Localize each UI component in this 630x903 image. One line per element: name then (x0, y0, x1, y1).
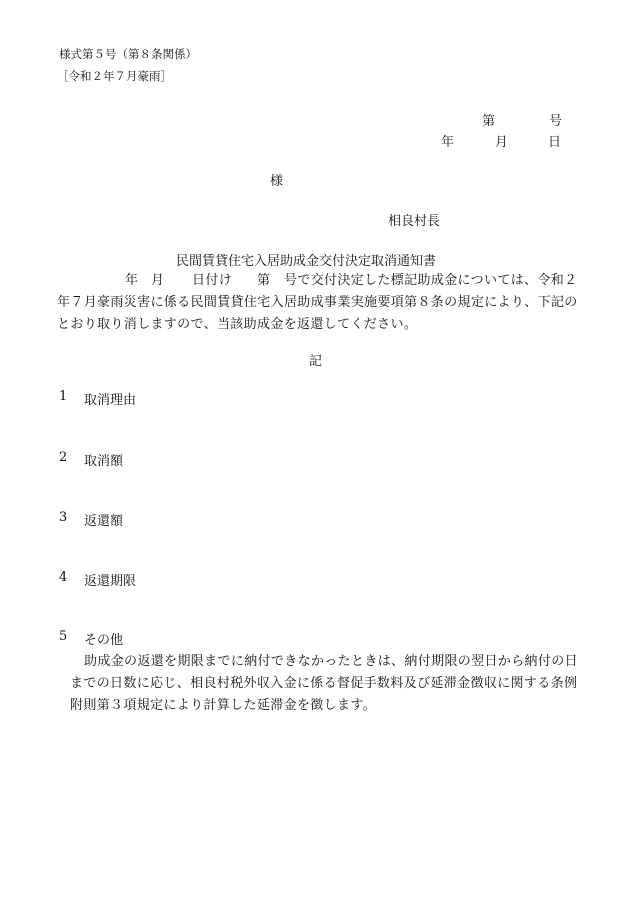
date-year: 年 (441, 135, 455, 150)
item-3-label: 返還額 (84, 514, 124, 529)
item-5-number: 5 (59, 629, 68, 644)
date-month: 月 (495, 135, 509, 150)
form-number: 様式第５号（第８条関係） (59, 47, 197, 61)
intro-no: 第 (257, 273, 271, 288)
intro-dated: 日付け (192, 273, 233, 288)
item-2-label: 取消額 (84, 454, 124, 469)
document-title: 民間賃貸住宅入居助成金交付決定取消通知書 (176, 254, 437, 269)
item-1-number: 1 (59, 389, 68, 404)
disaster-note: ［令和２年７月豪雨］ (57, 69, 172, 83)
intro-line1-rest: 号で交付決定した標記助成金については、令和２ (284, 273, 578, 288)
other-text-line1: 助成金の返還を期限までに納付できなかったときは、納付期限の翌日から納付の日 (84, 654, 578, 669)
item-5-label: その他 (84, 633, 124, 648)
intro-month: 月 (151, 273, 165, 288)
intro-line2: 年７月豪雨災害に係る民間賃貸住宅入居助成事業実施要項第８条の規定により、下記の (57, 295, 578, 310)
item-1-label: 取消理由 (84, 393, 137, 408)
doc-number-suffix: 号 (549, 114, 563, 129)
item-2-number: 2 (59, 450, 68, 465)
intro-year: 年 (125, 273, 139, 288)
date-day: 日 (548, 135, 562, 150)
other-text-line2: までの日数に応じ、相良村税外収入金に係る督促手数料及び延滞金徴収に関する条例 (70, 676, 578, 691)
sender-name: 相良村長 (388, 214, 441, 229)
intro-line3: とおり取り消しますので、当該助成金を返還してください。 (57, 317, 418, 332)
record-heading: 記 (309, 354, 323, 369)
item-4-label: 返還期限 (84, 574, 137, 589)
other-text-line3: 附則第３項規定により計算した延滞金を徴します。 (70, 698, 377, 713)
doc-number-prefix: 第 (482, 114, 496, 129)
item-4-number: 4 (59, 570, 68, 585)
item-3-number: 3 (59, 510, 68, 525)
addressee-honorific: 様 (270, 174, 284, 189)
